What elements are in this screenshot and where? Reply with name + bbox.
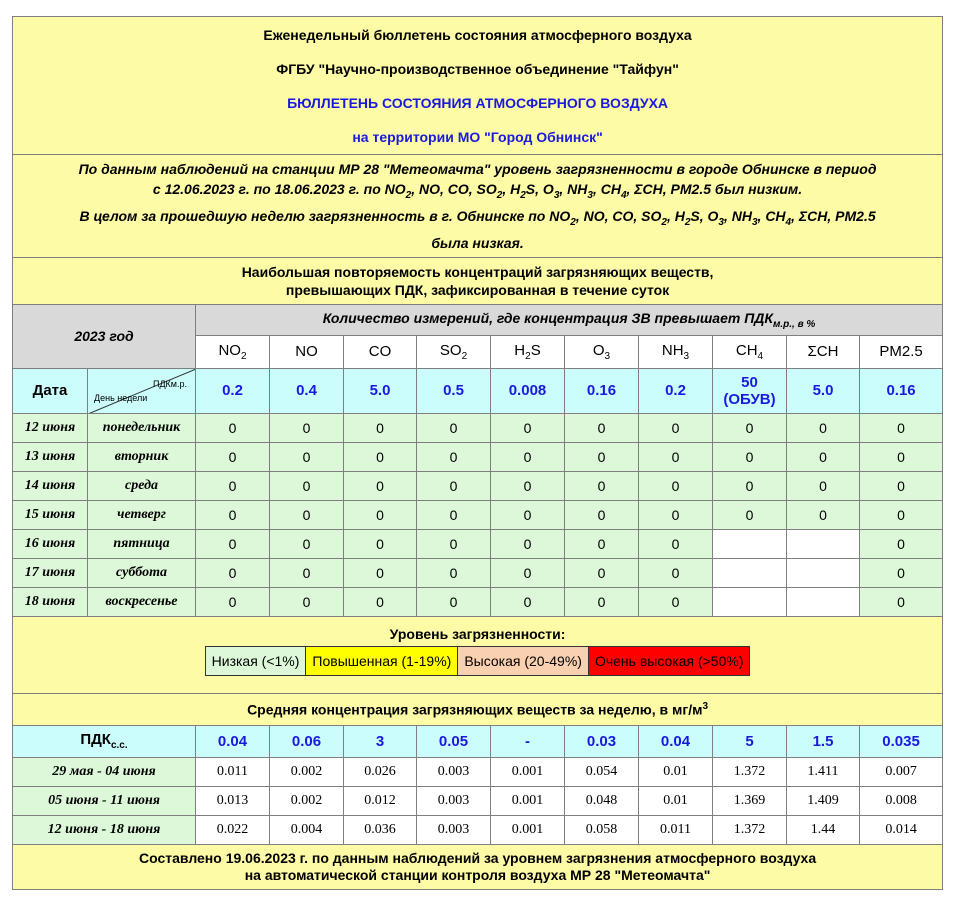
daily-value: 0 (639, 413, 713, 442)
daily-value: 0 (491, 500, 565, 529)
daily-value: 0 (860, 529, 943, 558)
row-day: пятница (88, 529, 196, 558)
daily-value: 0 (344, 471, 417, 500)
row-date: 16 июня (13, 529, 88, 558)
daily-value: 0 (639, 442, 713, 471)
intro-p2b: была низкая. (431, 234, 524, 251)
footer-line2: на автоматической станции контроля воздуха МР 28 "Метеомачта" (244, 866, 711, 883)
diag-pdk-label: ПДКм.р. (152, 378, 187, 389)
section1-title-line1: Наибольшая повторяемость концентраций загрязняющих веществ, (241, 263, 714, 280)
daily-value: 0 (713, 413, 787, 442)
daily-value: 0 (196, 500, 270, 529)
daily-value: 0 (565, 500, 639, 529)
intro-p1c: был низким. (714, 181, 803, 197)
daily-value: 0 (417, 442, 491, 471)
daily-value: 0 (417, 500, 491, 529)
pdk-ss-value: 0.04 (196, 725, 270, 757)
legend-block (13, 616, 943, 693)
daily-value: 0 (417, 529, 491, 558)
date-label: Дата (13, 368, 88, 413)
pollutant-tail: S (530, 341, 541, 359)
pollutant-text: NO (384, 181, 406, 197)
weekly-value: 0.036 (344, 815, 417, 844)
pdk-mr-row (13, 368, 943, 413)
daily-value: 0 (565, 587, 639, 616)
row-day: среда (88, 471, 196, 500)
daily-value: 0 (639, 587, 713, 616)
pdk-mr-text: 50 (741, 373, 758, 391)
row-day: воскресенье (88, 587, 196, 616)
daily-value (713, 529, 787, 558)
daily-value: 0 (196, 471, 270, 500)
pdk-mr-value (787, 368, 860, 413)
daily-value: 0 (417, 587, 491, 616)
pdk-mr-value (491, 368, 565, 413)
pollutant-subscript: 2 (570, 216, 576, 228)
weekly-value: 0.004 (270, 815, 344, 844)
pollutant-text: , H (502, 181, 521, 197)
daily-value: 0 (270, 413, 344, 442)
count-title (196, 304, 943, 335)
daily-value: 0 (196, 587, 270, 616)
pdk-ss-value: 0.03 (565, 725, 639, 757)
daily-value: 0 (270, 442, 344, 471)
weekly-value: 1.409 (787, 786, 860, 815)
legend-item: Повышенная (1-19%) (306, 646, 458, 675)
weekly-value: 0.002 (270, 786, 344, 815)
weekly-value: 0.026 (344, 757, 417, 786)
row-period: 12 июня - 18 июня (13, 815, 196, 844)
weekly-value: 0.001 (491, 786, 565, 815)
pollutant-name: PM2.5 (879, 343, 923, 361)
pollutant-subscript: 2 (661, 216, 667, 228)
pollutant-header (787, 335, 860, 368)
pollutant-sub: 2 (240, 350, 247, 362)
daily-row (13, 413, 943, 442)
pollutant-subscript: 3 (587, 189, 593, 201)
intro-text (13, 155, 943, 258)
pollutant-subscript: 3 (751, 216, 758, 228)
pollutant-subscript: 3 (718, 216, 724, 228)
daily-value: 0 (196, 413, 270, 442)
weekly-value: 0.012 (344, 786, 417, 815)
weekly-value: 1.369 (713, 786, 787, 815)
pollutant-header (270, 335, 344, 368)
daily-value: 0 (491, 558, 565, 587)
daily-value: 0 (787, 413, 860, 442)
pdk-mr-text: 0.2 (222, 382, 243, 400)
daily-value: 0 (860, 471, 943, 500)
daily-value: 0 (344, 529, 417, 558)
weekly-value: 0.011 (639, 815, 713, 844)
pdk-mr-text: 0.4 (296, 382, 317, 400)
daily-row (13, 587, 943, 616)
daily-value (787, 587, 860, 616)
row-date: 13 июня (13, 442, 88, 471)
daily-value: 0 (565, 471, 639, 500)
daily-value: 0 (713, 471, 787, 500)
pdk-ss-value: 0.04 (639, 725, 713, 757)
daily-value: 0 (639, 471, 713, 500)
pollutant-sub: 2 (461, 350, 468, 362)
weekly-value: 0.003 (417, 815, 491, 844)
pollutant-header (196, 335, 270, 368)
weekly-value: 0.008 (860, 786, 943, 815)
pollutant-subscript: 4 (620, 189, 627, 201)
section1-title (13, 257, 943, 304)
daily-value (713, 558, 787, 587)
daily-value: 0 (417, 413, 491, 442)
pdk-mr-value (417, 368, 491, 413)
daily-value: 0 (417, 558, 491, 587)
weekly-value: 0.003 (417, 786, 491, 815)
weekly-row (13, 815, 943, 844)
year-label: 2023 год (13, 304, 196, 368)
daily-value: 0 (344, 500, 417, 529)
pdk-ss-label (13, 725, 196, 757)
weekly-value: 1.411 (787, 757, 860, 786)
daily-value: 0 (639, 500, 713, 529)
row-date: 12 июня (13, 413, 88, 442)
pdk-ss-value: 5 (713, 725, 787, 757)
row-period: 05 июня - 11 июня (13, 786, 196, 815)
weekly-rows (13, 757, 943, 844)
daily-value: 0 (787, 442, 860, 471)
pdk-mr-text: 0.16 (586, 382, 617, 400)
weekly-value: 0.022 (196, 815, 270, 844)
daily-value: 0 (344, 587, 417, 616)
pollutant-text: S, O (525, 181, 554, 197)
pdk-mr-text: 0.5 (443, 382, 464, 400)
pollutant-header (491, 335, 565, 368)
row-day: понедельник (88, 413, 196, 442)
row-day: вторник (88, 442, 196, 471)
daily-value: 0 (196, 529, 270, 558)
pollutant-text: , NH (723, 207, 752, 224)
pdk-ss-value: 0.035 (860, 725, 943, 757)
pollutant-name: H (514, 341, 526, 359)
row-date: 15 июня (13, 500, 88, 529)
daily-row (13, 471, 943, 500)
legend-title: Уровень загрязненности: (389, 625, 566, 642)
daily-value: 0 (491, 442, 565, 471)
pdk-mr-text: 0.2 (665, 382, 686, 400)
footer (13, 844, 943, 889)
pdk-mr-value (860, 368, 943, 413)
daily-value: 0 (639, 558, 713, 587)
weekly-value: 0.01 (639, 786, 713, 815)
pollutant-subscript: 2 (520, 189, 526, 201)
weekly-value: 0.001 (491, 757, 565, 786)
daily-value: 0 (270, 471, 344, 500)
pollutant-name: O (592, 341, 605, 359)
pollutant-name: CO (368, 343, 392, 361)
daily-value: 0 (860, 558, 943, 587)
daily-value: 0 (344, 442, 417, 471)
daily-value: 0 (491, 471, 565, 500)
daily-value: 0 (565, 413, 639, 442)
pollutant-subscript: 2 (684, 216, 691, 228)
pdk-ss-label-text: ПДК (80, 731, 111, 749)
intro-p1a: По данным наблюдений на станции МР 28 "Метеомачта" уровень загрязненности в городе Обнинске в период (78, 161, 877, 177)
row-day: четверг (88, 500, 196, 529)
daily-value: 0 (270, 558, 344, 587)
header-line-4: на территории МО "Город Обнинск" (352, 128, 603, 145)
pdk-ss-value: 0.05 (417, 725, 491, 757)
pollutant-header (713, 335, 787, 368)
pdk-mr-text: 5.0 (369, 382, 391, 400)
daily-value: 0 (713, 442, 787, 471)
weekly-row (13, 757, 943, 786)
pdk-mr-text: 0.16 (886, 382, 916, 400)
legend-table (205, 646, 751, 676)
weekly-value: 0.007 (860, 757, 943, 786)
daily-row (13, 529, 943, 558)
pollutant-header (565, 335, 639, 368)
diagonal-line (88, 369, 196, 414)
section2-title-text: Средняя концентрация загрязняющих веществ за неделю, в мг/м (247, 701, 703, 718)
weekly-value: 1.372 (713, 757, 787, 786)
pollutant-header (344, 335, 417, 368)
daily-value: 0 (565, 558, 639, 587)
daily-value: 0 (491, 587, 565, 616)
daily-value: 0 (713, 500, 787, 529)
count-title-text: Количество измерений, где концентрация ЗВ превышает ПДК (322, 309, 773, 326)
intro-p2a: В целом за прошедшую неделю загрязненность в г. Обнинске по (79, 207, 546, 224)
pollutant-subscript: 2 (496, 189, 503, 201)
pdk-mr-text: 5.0 (812, 382, 834, 400)
pollutant-name: NO (218, 341, 241, 359)
pollutant-text: , NH (559, 181, 588, 197)
daily-row (13, 442, 943, 471)
section2-title-sup: 3 (702, 700, 709, 712)
row-date: 18 июня (13, 587, 88, 616)
daily-value: 0 (860, 587, 943, 616)
pdk-mr-value (270, 368, 344, 413)
daily-value: 0 (565, 442, 639, 471)
daily-value (787, 529, 860, 558)
row-day: суббота (88, 558, 196, 587)
legend-item: Очень высокая (>50%) (588, 646, 750, 675)
weekly-value: 0.01 (639, 757, 713, 786)
pollutant-sub: 3 (604, 350, 611, 362)
daily-value: 0 (196, 442, 270, 471)
pdk-mr-value (196, 368, 270, 413)
header-line-1: Еженедельный бюллетень состояния атмосферного воздуха (263, 26, 692, 43)
daily-value: 0 (270, 587, 344, 616)
pollutant-text: NO (549, 207, 571, 224)
pdk-ss-value: 3 (344, 725, 417, 757)
diag-day-label: День недели (94, 392, 148, 403)
pollutant-name: NH (661, 341, 684, 359)
weekly-value: 0.001 (491, 815, 565, 844)
weekly-value: 1.372 (713, 815, 787, 844)
weekly-value: 0.048 (565, 786, 639, 815)
daily-value: 0 (270, 529, 344, 558)
daily-value: 0 (417, 471, 491, 500)
pollutant-text: , ΣCH, PM2.5 (626, 181, 712, 197)
daily-rows (13, 413, 943, 616)
pdk-ss-value: - (491, 725, 565, 757)
pollutant-text: , H (666, 207, 685, 224)
weekly-value: 0.013 (196, 786, 270, 815)
daily-row (13, 558, 943, 587)
daily-value (713, 587, 787, 616)
bulletin-header (13, 17, 943, 155)
header-line-3: БЮЛЛЕТЕНЬ СОСТОЯНИЯ АТМОСФЕРНОГО ВОЗДУХА (287, 94, 669, 111)
daily-value: 0 (860, 442, 943, 471)
pollutant-name: ΣCH (807, 343, 839, 361)
intro-pollutants-2 (549, 207, 876, 228)
section1-title-line2: превышающих ПДК, зафиксированная в течение суток (285, 281, 670, 298)
legend-item: Высокая (20-49%) (458, 646, 589, 675)
weekly-value: 0.058 (565, 815, 639, 844)
pdk-mr-value (713, 368, 787, 413)
pollutant-name: CH (735, 341, 758, 359)
pollutant-name: SO (439, 341, 462, 359)
footer-line1: Составлено 19.06.2023 г. по данным наблюдений за уровнем загрязнения атмосферного воздуха (138, 849, 817, 866)
legend-item: Низкая (<1%) (205, 646, 306, 675)
weekly-value: 1.44 (787, 815, 860, 844)
daily-value: 0 (270, 500, 344, 529)
pdk-mr-value (344, 368, 417, 413)
pdk-mr-value (565, 368, 639, 413)
intro-pollutants-1 (384, 181, 712, 201)
pollutant-header (860, 335, 943, 368)
intro-p1b: с 12.06.2023 г. по 18.06.2023 г. по (152, 181, 381, 197)
pollutant-text: , ΣCH, PM2.5 (791, 207, 876, 224)
daily-value: 0 (787, 471, 860, 500)
weekly-value: 0.002 (270, 757, 344, 786)
weekly-value: 0.054 (565, 757, 639, 786)
weekly-value: 0.011 (196, 757, 270, 786)
row-date: 17 июня (13, 558, 88, 587)
diagonal-header-cell (88, 368, 196, 413)
pdk-ss-row (13, 725, 943, 757)
daily-value (787, 558, 860, 587)
bulletin-table (12, 16, 943, 890)
pollutant-subscript: 3 (553, 189, 560, 201)
row-period: 29 мая - 04 июня (13, 757, 196, 786)
daily-value: 0 (639, 529, 713, 558)
daily-value: 0 (491, 413, 565, 442)
daily-value: 0 (344, 413, 417, 442)
daily-value: 0 (787, 500, 860, 529)
pdk-mr-text: (ОБУВ) (723, 390, 776, 408)
weekly-row (13, 786, 943, 815)
pollutant-text: , CH (592, 181, 621, 197)
weekly-value: 0.003 (417, 757, 491, 786)
pollutant-sub: 4 (757, 350, 764, 362)
pollutant-header (417, 335, 491, 368)
pollutant-header (639, 335, 713, 368)
pollutant-sub: 3 (683, 350, 690, 362)
row-date: 14 июня (13, 471, 88, 500)
pdk-ss-value: 0.06 (270, 725, 344, 757)
pdk-mr-text: 0.008 (508, 382, 547, 400)
pollutant-text: S, O (690, 207, 719, 224)
pollutant-subscript: 2 (405, 189, 412, 201)
pollutant-name: NO (295, 343, 318, 361)
daily-value: 0 (860, 413, 943, 442)
weekly-value: 0.014 (860, 815, 943, 844)
pollutant-subscript: 4 (785, 216, 792, 228)
pollutant-text: , NO, CO, SO (575, 207, 662, 224)
section2-title (13, 693, 943, 725)
daily-value: 0 (491, 529, 565, 558)
count-title-sub: м.р., в % (772, 318, 816, 330)
pdk-ss-label-sub: с.с. (110, 740, 128, 752)
header-line-2: ФГБУ "Научно-производственное объединение "Тайфун" (276, 60, 679, 77)
daily-value: 0 (196, 558, 270, 587)
pdk-mr-value (639, 368, 713, 413)
pollutant-text: , NO, CO, SO (411, 181, 497, 197)
pollutant-text: , CH (757, 207, 786, 224)
daily-value: 0 (565, 529, 639, 558)
pdk-ss-value: 1.5 (787, 725, 860, 757)
pollutant-sub: 2 (525, 350, 531, 362)
daily-value: 0 (344, 558, 417, 587)
daily-value: 0 (860, 500, 943, 529)
daily-row (13, 500, 943, 529)
